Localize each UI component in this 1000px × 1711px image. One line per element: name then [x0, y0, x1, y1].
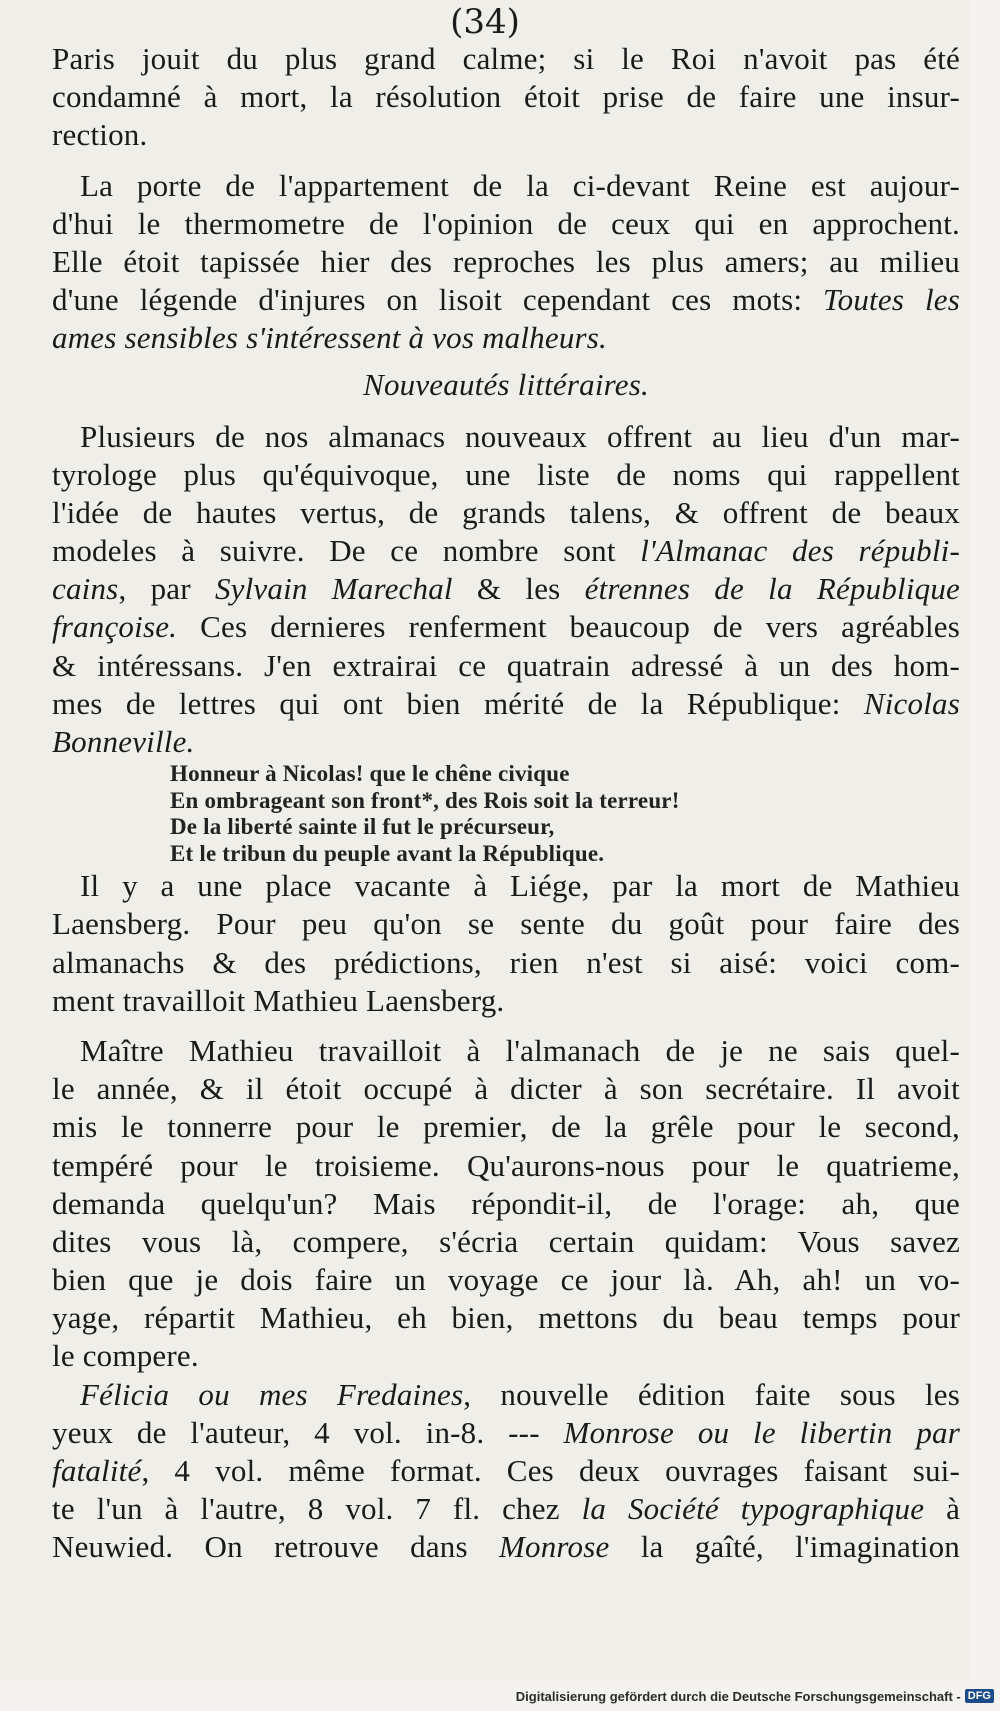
verse-line: De la liberté sainte il fut le précurseur, — [170, 814, 555, 840]
italic-run: la Société typographique — [581, 1491, 925, 1527]
text-run: à — [946, 1491, 961, 1527]
text-run: Ces dernieres renferment beaucoup de vers agréables — [200, 609, 960, 645]
page-number: (34) — [450, 2, 520, 42]
italic-run: l'Almanac des républi- — [640, 533, 960, 569]
text-line: l'idée de hautes vertus, de grands talens, & offrent de beaux — [52, 494, 960, 530]
text-line: La porte de l'appartement de la ci-devant Reine est aujour- — [80, 167, 960, 203]
text-line: tempéré pour le troisieme. Qu'aurons-nous pour le quatrieme, — [52, 1147, 960, 1183]
text-run: , nouvelle édition faite sous les — [463, 1376, 960, 1412]
italic-run: étrennes de la République — [584, 571, 960, 607]
text-run: Neuwied. On retrouve dans — [52, 1529, 468, 1565]
text-run: yeux de l'auteur, 4 vol. in-8. --- — [52, 1414, 540, 1450]
text-run: te l'un à l'autre, 8 vol. 7 fl. chez — [52, 1491, 560, 1527]
text-line: yage, répartit Mathieu, eh bien, mettons du beau temps pour — [52, 1300, 960, 1336]
paragraph — [52, 1376, 960, 1567]
text-line: almanachs & des prédictions, rien n'est si aisé: voici com- — [52, 944, 960, 980]
text-run: d'une légende d'injures on lisoit cependant ces mots: — [52, 282, 803, 318]
text-line — [52, 1376, 960, 1414]
text-line — [52, 281, 960, 319]
text-line — [52, 608, 960, 646]
text-line: Elle étoit tapissée hier des reproches les plus amers; au milieu — [52, 243, 960, 279]
italic-run: fatalité — [52, 1453, 142, 1488]
paragraph — [52, 40, 960, 155]
italic-run: Nicolas — [863, 685, 960, 721]
text-line — [52, 1414, 960, 1452]
italic-run: Félicia ou mes Fredaines — [80, 1376, 464, 1412]
text-line: tyrologe plus qu'équivoque, une liste de noms qui rappellent — [52, 456, 960, 492]
text-run: , par — [118, 571, 191, 607]
text-line: Il y a une place vacante à Liége, par la mort de Mathieu — [80, 868, 960, 904]
text-line: le année, & il étoit occupé à dicter à son secrétaire. Il avoit — [52, 1071, 960, 1107]
text-line: le compere. — [52, 1338, 199, 1374]
text-line: & intéressans. J'en extrairai ce quatrain adressé à un des hom- — [52, 647, 960, 683]
text-line: rection. — [52, 117, 148, 153]
text-line: ames sensibles s'intéressent à vos malheurs. — [52, 320, 608, 356]
text-line: demanda quelqu'un? Mais répondit-il, de l'orage: ah, que — [52, 1185, 960, 1221]
text-line: Paris jouit du plus grand calme; si le Roi n'avoit pas été — [52, 41, 960, 76]
italic-run: Toutes les — [823, 282, 960, 318]
text-line: bien que je dois faire un voyage ce jour là. Ah, ah! un vo- — [52, 1262, 960, 1298]
text-run: mes de lettres qui ont bien mérité de la République: — [52, 685, 841, 721]
text-line: Laensberg. Pour peu qu'on se sente du goût pour faire des — [52, 906, 960, 942]
italic-run: Monrose ou le libertin par — [563, 1414, 960, 1450]
text-run: & les — [476, 571, 561, 607]
text-run: , 4 vol. même format. Ces deux ouvrages faisant sui- — [141, 1453, 960, 1488]
text-line — [52, 685, 960, 723]
text-run: la gaîté, l'imagination — [640, 1529, 960, 1565]
text-line — [52, 570, 960, 608]
text-line: mis le tonnerre pour le premier, de la grêle pour le second, — [52, 1109, 960, 1145]
verse-line: Et le tribun du peuple avant la République. — [170, 840, 605, 866]
paragraph — [52, 418, 960, 762]
digitization-credit — [516, 1685, 994, 1707]
text-line: Plusieurs de nos almanacs nouveaux offrent au lieu d'un mar- — [80, 418, 960, 454]
verse-line: En ombrageant son front*, des Rois soit la terreur! — [170, 787, 680, 813]
paragraph — [52, 167, 960, 358]
text-run: modeles à suivre. De ce nombre sont — [52, 533, 616, 569]
text-line: ment travailloit Mathieu Laensberg. — [52, 982, 505, 1018]
verse-quatrain — [170, 761, 960, 867]
text-line: d'hui le thermometre de l'opinion de ceux qui en approchent. — [52, 205, 960, 241]
italic-run: cains — [52, 571, 119, 607]
body-text — [52, 40, 960, 1567]
italic-run: Monrose — [498, 1529, 610, 1565]
text-line — [52, 1452, 960, 1490]
verse-line: Honneur à Nicolas! que le chêne civique — [170, 761, 570, 787]
text-line: Bonneville. — [52, 724, 195, 759]
italic-run: françoise. — [52, 609, 178, 645]
dfg-logo-icon: DFG — [965, 1689, 994, 1703]
text-line — [52, 1490, 960, 1528]
paragraph — [52, 1032, 960, 1376]
italic-run: Sylvain Marechal — [214, 571, 453, 607]
text-line — [52, 532, 960, 570]
text-line — [52, 1528, 960, 1566]
text-line: condamné à mort, la résolution étoit prise de faire une insur- — [52, 79, 960, 115]
section-heading: Nouveautés littéraires. — [363, 366, 649, 402]
paragraph — [52, 867, 960, 1020]
text-line: Maître Mathieu travailloit à l'almanach de je ne sais quel- — [80, 1032, 960, 1068]
text-line: dites vous là, compere, s'écria certain quidam: Vous savez — [52, 1223, 960, 1259]
credit-text: Digitalisierung gefördert durch die Deutsche Forschungsgemeinschaft - — [515, 1688, 961, 1704]
